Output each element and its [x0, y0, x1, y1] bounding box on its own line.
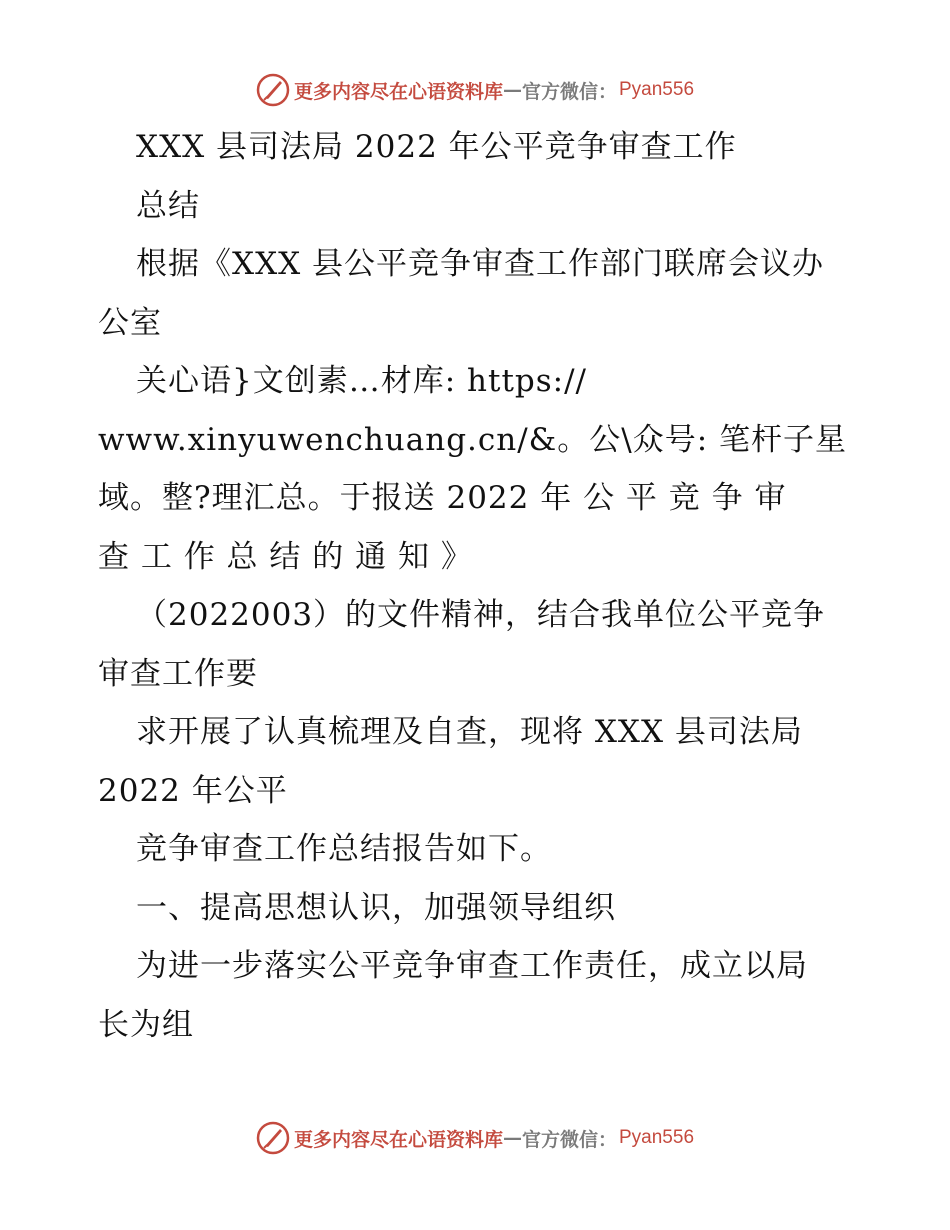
doc-paragraph-line: 根据《XXX 县公平竞争审查工作部门联席会议办 [136, 246, 825, 282]
doc-paragraph-line: 关心语}文创素…材库: https:// [136, 363, 587, 399]
doc-paragraph-line: 域。整?理汇总。于报送 2022 年 公 平 竞 争 审 [98, 480, 787, 516]
watermark-banner-top [0, 70, 950, 110]
watermark-dash: — [502, 1127, 522, 1149]
doc-paragraph-line: 审查工作要 [98, 655, 258, 692]
quill-pen-logo-icon [256, 73, 290, 107]
watermark-wechat-label: 官方微信： [521, 1128, 617, 1151]
watermark-wechat-id: Pyan556 [619, 79, 695, 100]
document-body [98, 118, 858, 1054]
doc-paragraph-line: （2022003）的文件精神，结合我单位公平竞争 [136, 597, 826, 633]
doc-paragraph-line: 竞争审查工作总结报告如下。 [136, 831, 552, 867]
watermark-wechat-label: 官方微信： [521, 80, 617, 103]
doc-paragraph-line: 求开展了认真梳理及自查，现将 XXX 县司法局 [136, 714, 803, 750]
doc-paragraph-line: 2022 年公平 [98, 772, 288, 809]
doc-paragraph-line: www.xinyuwenchuang.cn/&。公\众号: 笔杆子星 [98, 421, 848, 458]
doc-paragraph-line: 为进一步落实公平竞争审查工作责任，成立以局 [136, 948, 808, 984]
doc-section-heading: 一、提高思想认识，加强领导组织 [136, 889, 616, 926]
watermark-dash: — [502, 79, 522, 101]
doc-paragraph-line: 查 工 作 总 结 的 通 知 》 [98, 538, 473, 575]
watermark-wechat-id: Pyan556 [619, 1127, 695, 1148]
watermark-site-text: 更多内容尽在心语资料库 [293, 1128, 503, 1151]
doc-title-line-1: XXX 县司法局 2022 年公平竞争审查工作 [136, 129, 737, 165]
watermark-site-text: 更多内容尽在心语资料库 [293, 80, 503, 103]
quill-pen-logo-icon [256, 1121, 290, 1155]
doc-paragraph-line: 公室 [98, 304, 162, 341]
watermark-banner-bottom [0, 1118, 950, 1158]
doc-paragraph-line: 长为组 [98, 1006, 194, 1043]
doc-title-line-2: 总结 [136, 187, 200, 224]
